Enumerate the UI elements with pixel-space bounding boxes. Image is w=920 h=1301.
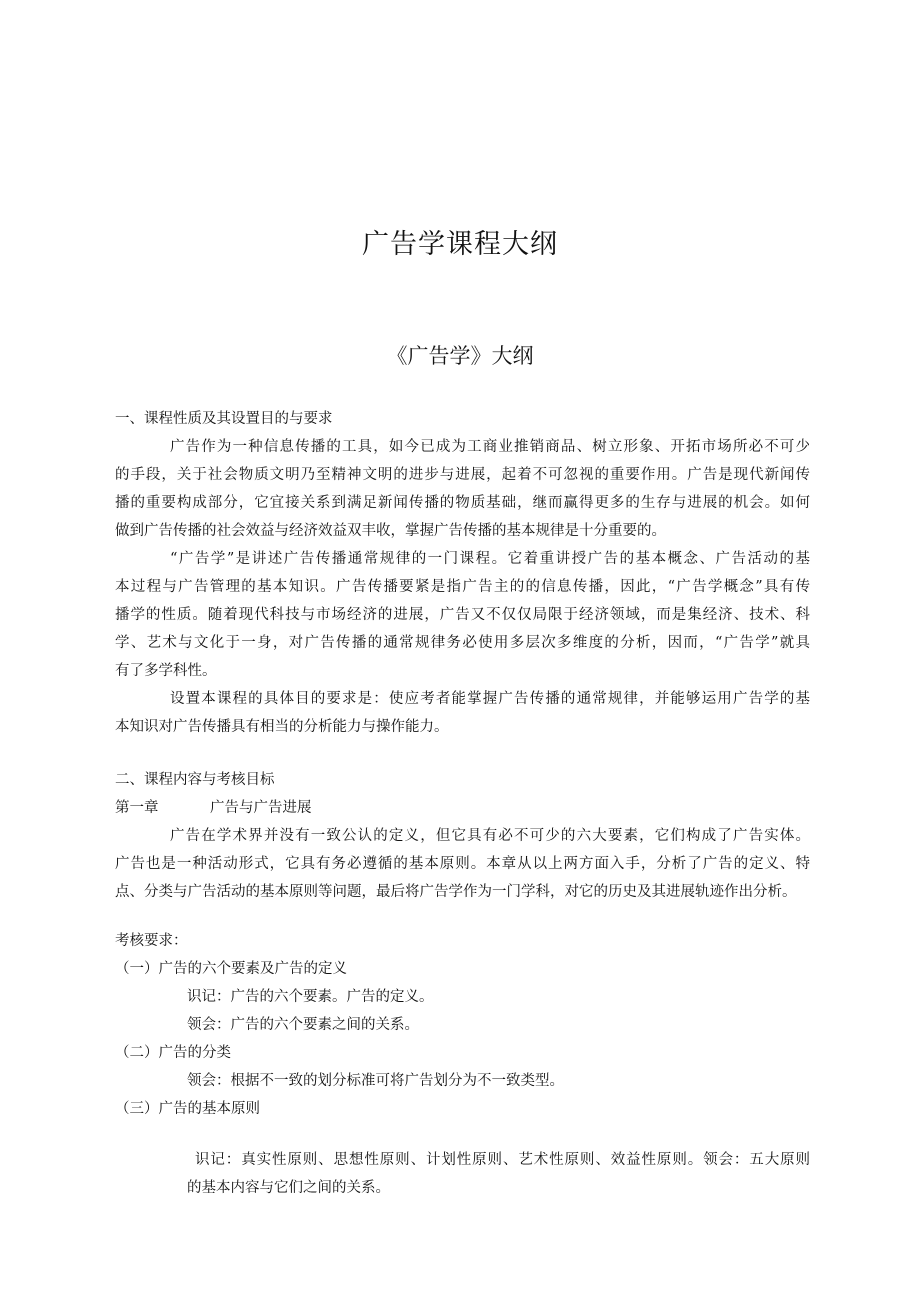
exam-item-line: 领会：广告的六个要素之间的关系。 bbox=[187, 1017, 419, 1033]
chapter-title: 广告与广告进展 bbox=[210, 800, 312, 816]
section-course-content bbox=[115, 766, 810, 906]
paragraph-line: 播的重要构成部分，它宜接关系到满足新闻传播的物质基础，继而赢得更多的生存与进展的机会。如何 bbox=[115, 495, 810, 511]
paragraph-line: 做到广告传播的社会效益与经济效益双丰收，掌握广告传播的基本规律是十分重要的。 bbox=[115, 523, 666, 539]
chapter-heading bbox=[115, 794, 810, 822]
paragraph bbox=[115, 685, 810, 741]
document-subtitle: 《广告学》大纲 bbox=[386, 344, 534, 368]
paragraph-line: 本知识对广告传播具有相当的分析能力与操作能力。 bbox=[115, 719, 449, 735]
chapter-number: 第一章 bbox=[115, 800, 159, 816]
paragraph-line: 点、分类与广告活动的基本原则等问题，最后将广告学作为一门学科，对它的历史及其进展轨迹作出分析。 bbox=[115, 884, 797, 900]
exam-item-3-content bbox=[187, 1146, 810, 1202]
exam-item-title: （一）广告的六个要素及广告的定义 bbox=[115, 961, 347, 977]
paragraph-line: 播学的性质。随着现代科技与市场经济的进展，广告又不仅仅局限于经济领域，而是集经济、技术、科 bbox=[115, 607, 810, 623]
paragraph-line: 广告也是一种活动形式，它具有务必遵循的基本原则。本章从以上两方面入手，分析了广告的定义、特 bbox=[115, 856, 810, 872]
paragraph bbox=[115, 545, 810, 685]
section-heading: 一、课程性质及其设置目的与要求 bbox=[115, 411, 333, 427]
exam-label: 考核要求： bbox=[115, 933, 188, 949]
document-title: 广告学课程大纲 bbox=[362, 229, 558, 260]
paragraph-line: 设置本课程的具体目的要求是：使应考者能掌握广告传播的通常规律，并能够运用广告学的基 bbox=[170, 691, 810, 707]
exam-item-line: 的基本内容与它们之间的关系。 bbox=[187, 1180, 390, 1196]
exam-item-line: 识记：广告的六个要素。广告的定义。 bbox=[187, 989, 434, 1005]
exam-item-title: （二）广告的分类 bbox=[115, 1045, 231, 1061]
paragraph-line: 本过程与广告管理的基本知识。广告传播要紧是指广告主的的信息传播，因此，“广告学概念”具有传 bbox=[115, 579, 810, 595]
exam-item-line: 识记：真实性原则、思想性原则、计划性原则、艺术性原则、效益性原则。领会：五大原则 bbox=[195, 1152, 810, 1168]
paragraph-line: 学、艺术与文化于一身，对广告传播的通常规律务必使用多层次多维度的分析，因而，“广告学”就具 bbox=[115, 635, 810, 651]
exam-requirements bbox=[115, 927, 810, 1123]
section-heading: 二、课程内容与考核目标 bbox=[115, 772, 275, 788]
paragraph bbox=[115, 433, 810, 545]
paragraph-line: 广告作为一种信息传播的工具，如今已成为工商业推销商品、树立形象、开拓市场所必不可少 bbox=[170, 439, 810, 455]
paragraph-line: 的手段，关于社会物质文明乃至精神文明的进步与进展，起着不可忽视的重要作用。广告是现代新闻传 bbox=[115, 467, 810, 483]
exam-item-line: 领会：根据不一致的划分标准可将广告划分为不一致类型。 bbox=[187, 1073, 564, 1089]
exam-item-title: （三）广告的基本原则 bbox=[115, 1101, 260, 1117]
section-course-nature bbox=[115, 405, 810, 741]
paragraph bbox=[115, 822, 810, 906]
paragraph-line: “广告学”是讲述广告传播通常规律的一门课程。它着重讲授广告的基本概念、广告活动的基 bbox=[170, 551, 810, 567]
paragraph-line: 广告在学术界并没有一致公认的定义，但它具有必不可少的六大要素，它们构成了广告实体。 bbox=[170, 828, 810, 844]
paragraph-line: 有了多学科性。 bbox=[115, 663, 217, 679]
